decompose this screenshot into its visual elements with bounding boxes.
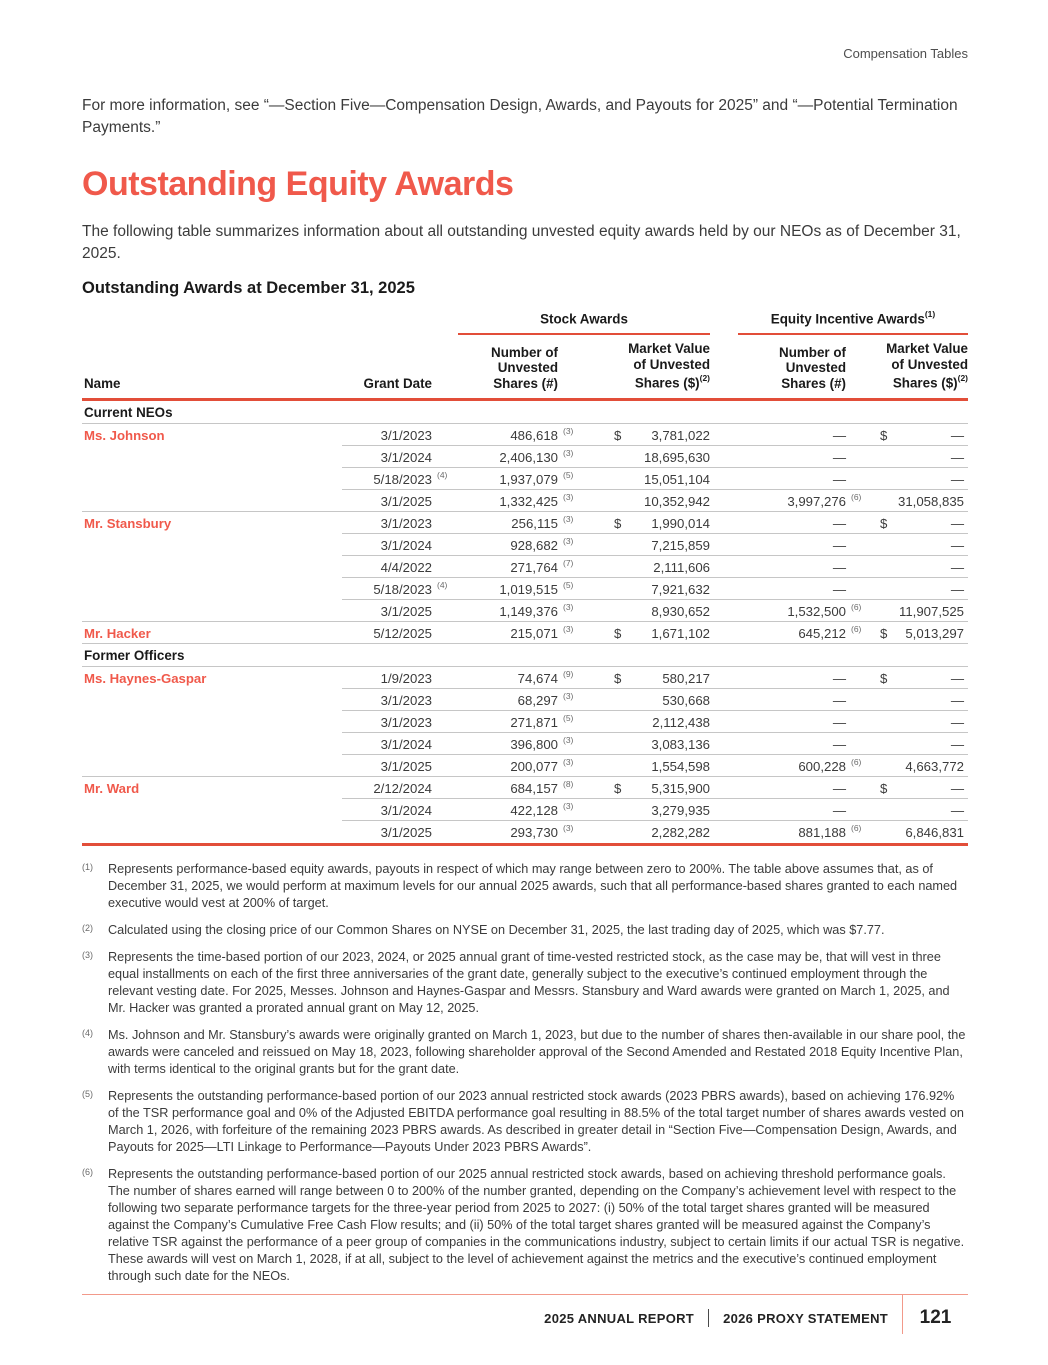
table-row xyxy=(82,600,968,622)
equity-shares-footnote-ref: (6) xyxy=(851,602,862,613)
table-row xyxy=(82,777,968,799)
equity-shares-footnote-ref: (6) xyxy=(851,823,862,834)
market-value: — xyxy=(950,471,964,487)
stock-shares-footnote-ref: (3) xyxy=(563,735,574,746)
market-value: 2,112,438 xyxy=(652,714,710,730)
equity-market-value xyxy=(872,781,968,796)
outstanding-awards-table xyxy=(82,310,968,846)
table-row xyxy=(82,755,968,777)
market-value: — xyxy=(950,802,964,818)
table-row xyxy=(82,468,968,490)
stock-market-value xyxy=(584,781,710,796)
market-value: 7,921,632 xyxy=(651,581,710,597)
grant-date: 3/1/2023 xyxy=(380,714,432,730)
table-row xyxy=(82,424,968,446)
grant-date: 5/18/2023 xyxy=(373,471,432,487)
footnote-marker: (1) xyxy=(82,862,93,873)
market-value: 1,671,102 xyxy=(651,625,710,641)
market-value: 8,930,652 xyxy=(651,603,710,619)
table-column-header-row xyxy=(82,335,968,398)
market-value: — xyxy=(950,736,964,752)
stock-shares-footnote-ref: (3) xyxy=(563,514,574,525)
market-value: 2,111,606 xyxy=(653,559,710,575)
equity-shares-footnote-ref: (6) xyxy=(851,624,862,635)
market-value: 580,217 xyxy=(662,670,710,686)
running-header xyxy=(82,0,968,61)
market-value: 1,554,598 xyxy=(651,758,710,774)
grant-footnote-ref: (4) xyxy=(437,580,448,591)
equity-market-value xyxy=(872,825,968,840)
stock-market-value xyxy=(584,450,710,465)
summary-paragraph: The following table summarizes information about all outstanding unvested equity awards held by our NEOs as of December 31, 2025. xyxy=(82,223,961,262)
grant-date: 3/1/2024 xyxy=(380,537,432,553)
market-value: 6,846,831 xyxy=(905,824,964,840)
stock-unvested-shares: 74,674 xyxy=(517,670,558,686)
market-value: — xyxy=(950,780,964,796)
grant-date: 1/9/2023 xyxy=(380,670,432,686)
footnote-marker: (5) xyxy=(82,1089,93,1100)
equity-market-value xyxy=(872,538,968,553)
market-value: — xyxy=(950,714,964,730)
stock-market-value xyxy=(584,582,710,597)
grant-date: 3/1/2024 xyxy=(380,449,432,465)
equity-unvested-shares: 1,532,500 xyxy=(787,603,846,619)
stock-shares-footnote-ref: (5) xyxy=(563,580,574,591)
equity-market-value xyxy=(872,737,968,752)
table-row xyxy=(82,667,968,689)
footnote-text: Represents the outstanding performance-based portion of our 2025 annual restricted stock awards, based on achieving threshold performance goals. The number of shares earned will range between 0 to 200% of the number granted, depending on the Company’s achievement level with respect to the following two separate performance targets for the three-year period from 2025 to 2027: (i) 50% of the total target shares granted will be measured against the Company’s Cumulative Free Cash Flow results; and (ii) 50% of the total target shares granted will be measured against the Company’s relative TSR against the performance of a peer group of companies in the communications industry, subject to certain limits if our actual TSR is negative. These awards will vest on March 1, 2028, if at all, subject to the level of achievement against the metrics and the executive’s continued employment through such date for the NEOs. xyxy=(108,1167,965,1284)
officer-name: Mr. Stansbury xyxy=(84,515,172,531)
market-value: — xyxy=(950,449,964,465)
grant-date: 3/1/2025 xyxy=(380,758,432,774)
market-value: — xyxy=(950,537,964,553)
equity-unvested-shares: — xyxy=(832,802,846,818)
table-heading: Outstanding Awards at December 31, 2025 xyxy=(82,279,415,297)
footnote xyxy=(82,861,968,912)
equity-shares-footnote-ref: (6) xyxy=(851,492,862,503)
column-header-stock-number-unvested: Number of Unvested Shares (#) xyxy=(491,344,558,391)
footnote xyxy=(82,922,968,939)
column-footnote-ref: (2) xyxy=(699,373,710,384)
stock-unvested-shares: 68,297 xyxy=(517,692,558,708)
stock-market-value xyxy=(584,715,710,730)
stock-unvested-shares: 1,937,079 xyxy=(499,471,558,487)
market-value: — xyxy=(950,515,964,531)
equity-market-value xyxy=(872,560,968,575)
table-group-header-row xyxy=(82,310,968,335)
market-value: 2,282,282 xyxy=(651,824,710,840)
stock-unvested-shares: 1,149,376 xyxy=(499,603,558,619)
grant-date: 3/1/2025 xyxy=(380,603,432,619)
dollar-sign: $ xyxy=(880,625,888,641)
equity-market-value xyxy=(872,715,968,730)
dollar-sign: $ xyxy=(614,625,622,641)
table-row xyxy=(82,556,968,578)
stock-unvested-shares: 271,871 xyxy=(510,714,558,730)
stock-unvested-shares: 396,800 xyxy=(510,736,558,752)
market-value: 3,279,935 xyxy=(651,802,710,818)
footer-divider xyxy=(708,1309,709,1327)
stock-unvested-shares: 293,730 xyxy=(510,824,558,840)
stock-unvested-shares: 256,115 xyxy=(511,515,558,531)
footnote-text: Represents the time-based portion of our 2023, 2024, or 2025 annual grant of time-vested restricted stock, as the case may be, that will vest in three equal installments on each of the first three anniversaries of the grant date, generally subject to the executive’s continued employment through the relevant vesting date. For 2025, Messes. Johnson and Haynes-Gaspar and Messrs. Stansbury and Ward awards were granted on March 1, 2025, and Mr. Hacker was granted a prorated annual grant on May 12, 2025. xyxy=(108,950,950,1016)
footnote-marker: (6) xyxy=(82,1167,93,1178)
stock-market-value xyxy=(584,737,710,752)
footnote-marker: (4) xyxy=(82,1028,93,1039)
market-value: 11,907,525 xyxy=(898,603,964,619)
stock-shares-footnote-ref: (3) xyxy=(563,757,574,768)
footnote-text: Represents performance-based equity awards, payouts in respect of which may range between zero to 200%. The table above assumes that, as of December 31, 2025, we would perform at maximum levels for our annual 2025 awards, such that all performance-based shares granted to each named executive would vest at 200% of target. xyxy=(108,862,958,911)
footer-annual-report-label: 2025 ANNUAL REPORT xyxy=(544,1310,695,1326)
section-label: Former Officers xyxy=(84,648,185,664)
market-value: 15,051,104 xyxy=(643,471,710,487)
column-header-name: Name xyxy=(84,375,121,391)
stock-shares-footnote-ref: (9) xyxy=(563,669,574,680)
grant-date: 3/1/2023 xyxy=(380,427,432,443)
market-value: — xyxy=(950,670,964,686)
grant-date: 3/1/2024 xyxy=(380,736,432,752)
equity-market-value xyxy=(872,450,968,465)
table-body xyxy=(82,401,968,843)
table-row xyxy=(82,733,968,755)
running-header-label: Compensation Tables xyxy=(843,46,968,61)
stock-shares-footnote-ref: (3) xyxy=(563,426,574,437)
stock-unvested-shares: 1,019,515 xyxy=(499,581,558,597)
stock-unvested-shares: 422,128 xyxy=(510,802,558,818)
grant-date: 3/1/2024 xyxy=(380,802,432,818)
page-title: Outstanding Equity Awards xyxy=(82,165,514,203)
dollar-sign: $ xyxy=(880,780,888,796)
equity-unvested-shares: — xyxy=(832,670,846,686)
dollar-sign: $ xyxy=(614,670,622,686)
equity-unvested-shares: — xyxy=(832,714,846,730)
stock-market-value xyxy=(584,604,710,619)
stock-shares-footnote-ref: (5) xyxy=(563,713,574,724)
stock-unvested-shares: 928,682 xyxy=(510,537,558,553)
table-bottom-rule xyxy=(82,843,968,846)
grant-date: 5/18/2023 xyxy=(373,581,432,597)
equity-market-value xyxy=(872,494,968,509)
market-value: 7,215,859 xyxy=(651,537,710,553)
equity-unvested-shares: — xyxy=(832,581,846,597)
group-header-equity-incentive-awards xyxy=(738,310,968,335)
stock-market-value xyxy=(584,759,710,774)
footer-proxy-statement-label: 2026 PROXY STATEMENT xyxy=(723,1310,888,1326)
equity-unvested-shares: 3,997,276 xyxy=(787,493,846,509)
column-header-equity-market-value: Market Value of Unvested Shares ($)$^{(2)}$ xyxy=(886,341,968,391)
footer-accent-divider xyxy=(902,1294,903,1334)
dollar-sign: $ xyxy=(880,427,888,443)
footnotes-section xyxy=(82,861,968,1285)
stock-market-value xyxy=(584,538,710,553)
footnote xyxy=(82,1088,968,1156)
officer-name: Mr. Hacker xyxy=(84,625,151,641)
equity-market-value xyxy=(872,604,968,619)
stock-unvested-shares: 1,332,425 xyxy=(499,493,558,509)
table-row xyxy=(82,446,968,468)
equity-unvested-shares: — xyxy=(832,780,846,796)
stock-unvested-shares: 2,406,130 xyxy=(499,449,558,465)
stock-market-value xyxy=(584,626,710,641)
stock-unvested-shares: 200,077 xyxy=(510,758,558,774)
market-value: — xyxy=(950,581,964,597)
market-value: — xyxy=(950,692,964,708)
stock-shares-footnote-ref: (3) xyxy=(563,448,574,459)
group-header-stock-awards xyxy=(458,310,710,335)
officer-name: Ms. Haynes-Gaspar xyxy=(84,670,207,686)
market-value: 18,695,630 xyxy=(643,449,710,465)
stock-shares-footnote-ref: (3) xyxy=(563,624,574,635)
stock-unvested-shares: 486,618 xyxy=(510,427,558,443)
market-value: 3,781,022 xyxy=(651,427,710,443)
footnote-marker: (3) xyxy=(82,950,93,961)
officer-name: Ms. Johnson xyxy=(84,427,165,443)
footnote-marker: (2) xyxy=(82,923,93,934)
intro-paragraph: For more information, see “—Section Five—Compensation Design, Awards, and Payouts for 2025” and “—Potential Termination Payments.” xyxy=(82,97,958,136)
equity-market-value xyxy=(872,472,968,487)
stock-shares-footnote-ref: (3) xyxy=(563,492,574,503)
dollar-sign: $ xyxy=(614,515,622,531)
equity-market-value xyxy=(872,626,968,641)
equity-unvested-shares: — xyxy=(832,515,846,531)
stock-shares-footnote-ref: (3) xyxy=(563,536,574,547)
equity-market-value xyxy=(872,803,968,818)
equity-unvested-shares: 600,228 xyxy=(798,758,846,774)
equity-unvested-shares: 645,212 xyxy=(798,625,846,641)
footnote-text: Calculated using the closing price of our Common Shares on NYSE on December 31, 2025, the last trading day of 2025, which was $7.77. xyxy=(108,923,885,938)
equity-unvested-shares: — xyxy=(832,537,846,553)
section-label: Current NEOs xyxy=(84,405,173,421)
officer-name: Mr. Ward xyxy=(84,780,140,796)
table-row xyxy=(82,711,968,733)
equity-market-value xyxy=(872,671,968,686)
table-section-row xyxy=(82,401,968,424)
market-value: — xyxy=(950,427,964,443)
footnote-text: Represents the outstanding performance-based portion of our 2023 annual restricted stock awards (2023 PBRS awards), based on achieving 176.92% of the TSR performance goal and 0% of the Adjusted EBITDA performance goal resulting in 88.5% of the total target number of shares awards vested on March 1, 2026, with forfeiture of the remaining 2023 PBRS awards. As described in greater detail in “Section Five—Compensation Design, Awards, and Payouts for 2025—LTI Linkage to Performance—Payouts Under 2023 PBRS Awards”. xyxy=(108,1089,964,1155)
stock-shares-footnote-ref: (8) xyxy=(563,779,574,790)
footnote xyxy=(82,949,968,1017)
table-row xyxy=(82,512,968,534)
stock-market-value xyxy=(584,494,710,509)
page-footer xyxy=(82,1294,968,1346)
equity-market-value xyxy=(872,516,968,531)
market-value: 31,058,835 xyxy=(897,493,964,509)
market-value: — xyxy=(950,559,964,575)
equity-unvested-shares: — xyxy=(832,736,846,752)
stock-shares-footnote-ref: (3) xyxy=(563,801,574,812)
market-value: 10,352,942 xyxy=(643,493,710,509)
page-number: 121 xyxy=(919,1307,952,1328)
dollar-sign: $ xyxy=(880,515,888,531)
column-footnote-ref: (2) xyxy=(957,373,968,384)
equity-unvested-shares: — xyxy=(832,427,846,443)
market-value: 3,083,136 xyxy=(651,736,710,752)
stock-shares-footnote-ref: (7) xyxy=(563,558,574,569)
column-header-grant-date: Grant Date xyxy=(363,375,432,391)
column-header-stock-market-value: Market Value of Unvested Shares ($)$^{(2)}$ xyxy=(628,341,710,391)
stock-market-value xyxy=(584,560,710,575)
stock-shares-footnote-ref: (5) xyxy=(563,470,574,481)
stock-market-value xyxy=(584,516,710,531)
stock-market-value xyxy=(584,472,710,487)
footnote xyxy=(82,1166,968,1285)
market-value: 5,315,900 xyxy=(651,780,710,796)
stock-market-value xyxy=(584,671,710,686)
market-value: 4,663,772 xyxy=(905,758,964,774)
table-row xyxy=(82,534,968,556)
table-row xyxy=(82,689,968,711)
market-value: 1,990,014 xyxy=(651,515,710,531)
footnote xyxy=(82,1027,968,1078)
footer-rule xyxy=(82,1294,968,1295)
table-row xyxy=(82,578,968,600)
grant-date: 5/12/2025 xyxy=(373,625,432,641)
stock-market-value xyxy=(584,428,710,443)
table-section-row xyxy=(82,644,968,667)
dollar-sign: $ xyxy=(614,427,622,443)
stock-shares-footnote-ref: (3) xyxy=(563,823,574,834)
stock-market-value xyxy=(584,693,710,708)
footnote-text: Ms. Johnson and Mr. Stansbury’s awards were originally granted on March 1, 2023, but due to the number of shares then-available in our share pool, the awards were canceled and reissued on May 18, 2023, following shareholder approval of the Second Amended and Restated 2018 Equity Incentive Plan, with terms identical to the original grants but for the grant date. xyxy=(108,1028,966,1077)
market-value: 5,013,297 xyxy=(905,625,964,641)
market-value: 530,668 xyxy=(662,692,710,708)
grant-date: 3/1/2023 xyxy=(380,515,432,531)
equity-market-value xyxy=(872,759,968,774)
stock-shares-footnote-ref: (3) xyxy=(563,691,574,702)
group-header-label: Equity Incentive Awards xyxy=(770,311,925,327)
dollar-sign: $ xyxy=(614,780,622,796)
grant-date: 3/1/2025 xyxy=(380,493,432,509)
equity-unvested-shares: — xyxy=(832,449,846,465)
dollar-sign: $ xyxy=(880,670,888,686)
grant-footnote-ref: (4) xyxy=(437,470,448,481)
equity-market-value xyxy=(872,582,968,597)
equity-unvested-shares: — xyxy=(832,692,846,708)
equity-unvested-shares: 881,188 xyxy=(798,824,846,840)
stock-shares-footnote-ref: (3) xyxy=(563,602,574,613)
table-row xyxy=(82,490,968,512)
table-row xyxy=(82,799,968,821)
group-header-footnote-ref: (1) xyxy=(924,309,936,319)
stock-market-value xyxy=(584,825,710,840)
group-header-label: Stock Awards xyxy=(540,311,628,327)
stock-unvested-shares: 271,764 xyxy=(510,559,558,575)
grant-date: 3/1/2025 xyxy=(380,824,432,840)
stock-unvested-shares: 215,071 xyxy=(510,625,558,641)
stock-unvested-shares: 684,157 xyxy=(510,780,558,796)
equity-unvested-shares: — xyxy=(832,559,846,575)
stock-market-value xyxy=(584,803,710,818)
equity-unvested-shares: — xyxy=(832,471,846,487)
equity-market-value xyxy=(872,428,968,443)
grant-date: 2/12/2024 xyxy=(373,780,432,796)
grant-date: 4/4/2022 xyxy=(380,559,432,575)
column-header-equity-number-unvested: Number of Unvested Shares (#) xyxy=(779,344,846,391)
equity-shares-footnote-ref: (6) xyxy=(851,757,862,768)
equity-market-value xyxy=(872,693,968,708)
table-row xyxy=(82,622,968,644)
table-row xyxy=(82,821,968,843)
grant-date: 3/1/2023 xyxy=(380,692,432,708)
